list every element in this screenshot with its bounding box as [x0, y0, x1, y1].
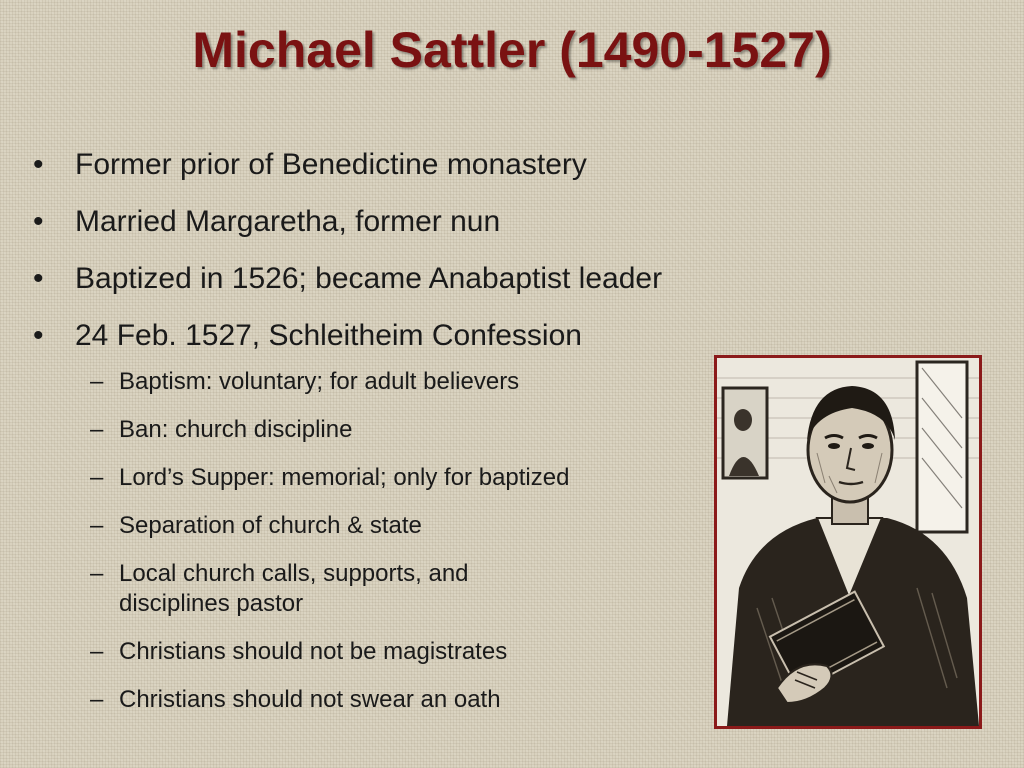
sub-bullet-item: – Ban: church discipline — [0, 415, 679, 445]
sub-bullet-item: – Local church calls, supports, and disciplines pastor — [0, 559, 539, 619]
sub-bullet-item: – Christians should not swear an oath — [0, 685, 679, 715]
bullet-item: • Baptized in 1526; became Anabaptist leader — [0, 262, 720, 319]
sub-bullet-item: – Christians should not be magistrates — [0, 637, 679, 667]
slide-title: Michael Sattler (1490-1527) — [192, 22, 832, 78]
sub-bullet-item: – Separation of church & state — [0, 511, 679, 541]
bullet-item: • 24 Feb. 1527, Schleitheim Confession — [0, 319, 720, 365]
sub-bullet-item: – Lord’s Supper: memorial; only for baptized — [0, 463, 679, 493]
bullet-item: • Former prior of Benedictine monastery — [0, 148, 720, 205]
portrait-engraving-icon — [717, 358, 979, 726]
sub-bullet-item: – Baptism: voluntary; for adult believers — [0, 367, 679, 397]
slide-content — [0, 148, 720, 733]
bullet-item: • Married Margaretha, former nun — [0, 205, 720, 262]
sub-bullet-list — [0, 365, 720, 715]
portrait-image — [714, 355, 982, 729]
